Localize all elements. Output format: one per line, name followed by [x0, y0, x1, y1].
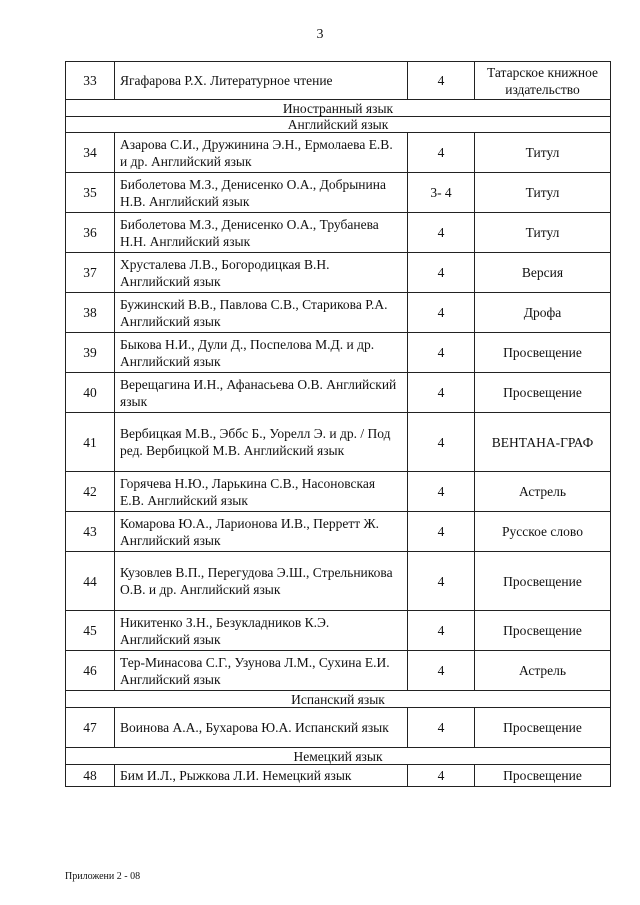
table-row [66, 253, 611, 293]
table-row [66, 708, 611, 748]
table-row [66, 373, 611, 413]
row-number: 37 [66, 253, 115, 293]
grade-cell: 3- 4 [408, 173, 475, 213]
grade-cell: 4 [408, 413, 475, 472]
row-number: 47 [66, 708, 115, 748]
textbook-description: Вербицкая М.В., Эббс Б., Уорелл Э. и др. / Под ред. Вербицкой М.В. Английский язык [115, 413, 408, 472]
table-row [66, 333, 611, 373]
textbook-description: Воинова А.А., Бухарова Ю.А. Испанский язык [115, 708, 408, 748]
grade-cell: 4 [408, 472, 475, 512]
textbook-description: Горячева Н.Ю., Ларькина С.В., Насоновская Е.В. Английский язык [115, 472, 408, 512]
table-row [66, 512, 611, 552]
row-number: 44 [66, 552, 115, 611]
section-header-row [66, 691, 611, 708]
table-row [66, 472, 611, 512]
section-header-row [66, 117, 611, 133]
row-number: 40 [66, 373, 115, 413]
row-number: 33 [66, 62, 115, 100]
publisher-cell: Версия [475, 253, 611, 293]
textbook-description: Кузовлев В.П., Перегудова Э.Ш., Стрельникова О.В. и др. Английский язык [115, 552, 408, 611]
publisher-cell: Просвещение [475, 708, 611, 748]
grade-cell: 4 [408, 213, 475, 253]
grade-cell: 4 [408, 611, 475, 651]
row-number: 34 [66, 133, 115, 173]
table-row [66, 611, 611, 651]
grade-cell: 4 [408, 765, 475, 787]
textbook-description: Бужинский В.В., Павлова С.В., Старикова Р.А. Английский язык [115, 293, 408, 333]
table-row [66, 173, 611, 213]
row-number: 48 [66, 765, 115, 787]
grade-cell: 4 [408, 651, 475, 691]
textbook-description: Верещагина И.Н., Афанасьева О.В. Английский язык [115, 373, 408, 413]
publisher-cell: Просвещение [475, 333, 611, 373]
publisher-cell: Астрель [475, 651, 611, 691]
footer-note: Приложени 2 - 08 [65, 871, 141, 882]
publisher-cell: ВЕНТАНА-ГРАФ [475, 413, 611, 472]
publisher-cell: Титул [475, 133, 611, 173]
row-number: 38 [66, 293, 115, 333]
publisher-cell: Просвещение [475, 765, 611, 787]
publisher-cell: Русское слово [475, 512, 611, 552]
page-number: 3 [316, 27, 324, 42]
row-number: 45 [66, 611, 115, 651]
textbook-description: Биболетова М.З., Денисенко О.А., Добрынина Н.В. Английский язык [115, 173, 408, 213]
textbook-description: Бим И.Л., Рыжкова Л.И. Немецкий язык [115, 765, 408, 787]
publisher-cell: Титул [475, 173, 611, 213]
grade-cell: 4 [408, 253, 475, 293]
row-number: 39 [66, 333, 115, 373]
grade-cell: 4 [408, 512, 475, 552]
grade-cell: 4 [408, 373, 475, 413]
section-title: Английский язык [66, 117, 611, 133]
table-row [66, 293, 611, 333]
textbook-description: Тер-Минасова С.Г., Узунова Л.М., Сухина Е.И. Английский язык [115, 651, 408, 691]
publisher-cell: Просвещение [475, 611, 611, 651]
table-row [66, 552, 611, 611]
publisher-cell: Астрель [475, 472, 611, 512]
table-row [66, 62, 611, 100]
row-number: 36 [66, 213, 115, 253]
publisher-cell: Титул [475, 213, 611, 253]
grade-cell: 4 [408, 552, 475, 611]
section-title: Немецкий язык [66, 748, 611, 765]
table-row [66, 651, 611, 691]
row-number: 42 [66, 472, 115, 512]
grade-cell: 4 [408, 333, 475, 373]
textbook-description: Хрусталева Л.В., Богородицкая В.Н. Английский язык [115, 253, 408, 293]
grade-cell: 4 [408, 293, 475, 333]
textbook-description: Никитенко З.Н., Безукладников К.Э. Английский язык [115, 611, 408, 651]
row-number: 35 [66, 173, 115, 213]
textbook-table [65, 61, 611, 787]
section-title: Иностранный язык [66, 100, 611, 117]
textbook-description: Биболетова М.З., Денисенко О.А., Трубанева Н.Н. Английский язык [115, 213, 408, 253]
table-row [66, 133, 611, 173]
publisher-cell: Татарское книжное издательство [475, 62, 611, 100]
textbook-description: Быкова Н.И., Дули Д., Поспелова М.Д. и др. Английский язык [115, 333, 408, 373]
publisher-cell: Дрофа [475, 293, 611, 333]
row-number: 41 [66, 413, 115, 472]
table-row [66, 213, 611, 253]
textbook-description: Комарова Ю.А., Ларионова И.В., Перретт Ж. Английский язык [115, 512, 408, 552]
section-header-row [66, 100, 611, 117]
textbook-description: Ягафарова Р.Х. Литературное чтение [115, 62, 408, 100]
grade-cell: 4 [408, 133, 475, 173]
section-title: Испанский язык [66, 691, 611, 708]
section-header-row [66, 748, 611, 765]
textbook-description: Азарова С.И., Дружинина Э.Н., Ермолаева Е.В. и др. Английский язык [115, 133, 408, 173]
grade-cell: 4 [408, 708, 475, 748]
table-row [66, 765, 611, 787]
row-number: 46 [66, 651, 115, 691]
table-row [66, 413, 611, 472]
publisher-cell: Просвещение [475, 373, 611, 413]
row-number: 43 [66, 512, 115, 552]
publisher-cell: Просвещение [475, 552, 611, 611]
grade-cell: 4 [408, 62, 475, 100]
